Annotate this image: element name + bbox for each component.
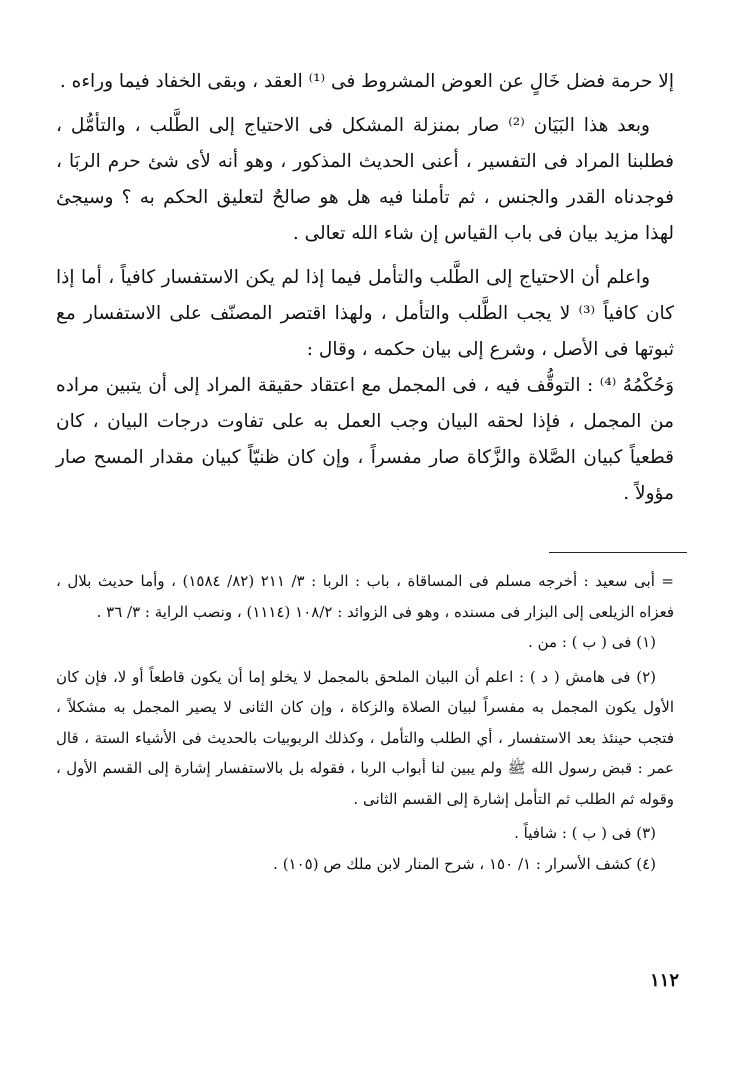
footnotes <box>56 566 674 879</box>
footnote-continuation: = أبى سعيد : أخرجه مسلم فى المساقاة ، باب : الربا : ٣/ ٢١١ (٨٢/ ١٥٨٤) ، وأما حديث بلال ، فعزاه الزيلعى إلى البزار فى مسنده ، وهو فى الزوائد : ١٠٨/٢ (١١١٤) ، ونصب الراية : ٣/ ٣٦ . <box>56 572 675 621</box>
paragraph-1: إلا حرمة فضل خَالٍ عن العوض المشروط فى ⁽¹⁾ العقد ، وبقى الخفاد فيما وراءه . <box>59 71 674 92</box>
paragraph-2: وبعد هذا البَيَان ⁽²⁾ صار بمنزلة المشكل فى الاحتياج إلى الطَّلب ، والتأمُّل ، فطلبنا المراد فى التفسير ، أعنى الحديث المذكور ، وهو أنه لأى شئ حرم الربَا ، فوجدناه القدر والجنس ، ثم تأملنا فيه هل هو صالحٌ لتعليق الحكم به ؟ وسيجئ لهذا مزيد بيان فى باب القياس إن شاء الله تعالى . <box>56 115 674 244</box>
paragraph-4: وَحُكْمُهُ ⁽⁴⁾ : التوقُّف فيه ، فى المجمل مع اعتقاد حقيقة المراد إلى أن يتبين مراده من المجمل ، فإذا لحقه البيان وجب العمل به على تفاوت درجات البيان ، كان قطعياً كبيان الصَّلاة والزَّكاة صار مفسراً ، وإن كان ظنيّاً كبيان مقدار المسح صار مؤولاً . <box>56 375 675 504</box>
footnote-2: (٢) فى هامش ( د ) : اعلم أن البيان الملحق بالمجمل لا يخلو إما أن يكون قاطعاً أو لا، فإن كان الأول يكون المجمل به مفسراً لبيان الصلاة والزكاة ، وإن كان الثانى لا يصير المجمل به مشكلاً ، فتجب حينئذ بعد الاستفسار ، أي الطلب والتأمل ، وكذلك الربوبيات بالحديث فى الأشياء الستة ، قال عمر : قبض رسول الله ﷺ ولم يبين لنا أبواب الربا ، فقوله بل بالاستفسار إشارة إلى القسم الأول ، وقوله ثم الطلب ثم التأمل إشارة إلى القسم الثانى . <box>56 667 674 808</box>
main-text <box>56 64 674 512</box>
footnote-3: (٣) فى ( ب ) : شافياً . <box>514 824 656 842</box>
footnote-divider <box>549 552 687 553</box>
paragraph-3: واعلم أن الاحتياج إلى الطَّلب والتأمل فيما إذا لم يكن الاستفسار كافياً ، أما إذا كان كافياً ⁽³⁾ لا يجب الطَّلب والتأمل ، ولهذا اقتصر المصنّف على الاستفسار مع ثبوتها فى الأصل ، وشرع إلى بيان حكمه ، وقال : <box>56 267 674 360</box>
footnote-4: (٤) كشف الأسرار : ١/ ١٥٠ ، شرح المنار لابن ملك ص (١٠٥) . <box>273 854 656 873</box>
footnote-1: (١) فى ( ب ) : من . <box>528 633 656 651</box>
page-number: ١١٢ <box>649 970 679 991</box>
